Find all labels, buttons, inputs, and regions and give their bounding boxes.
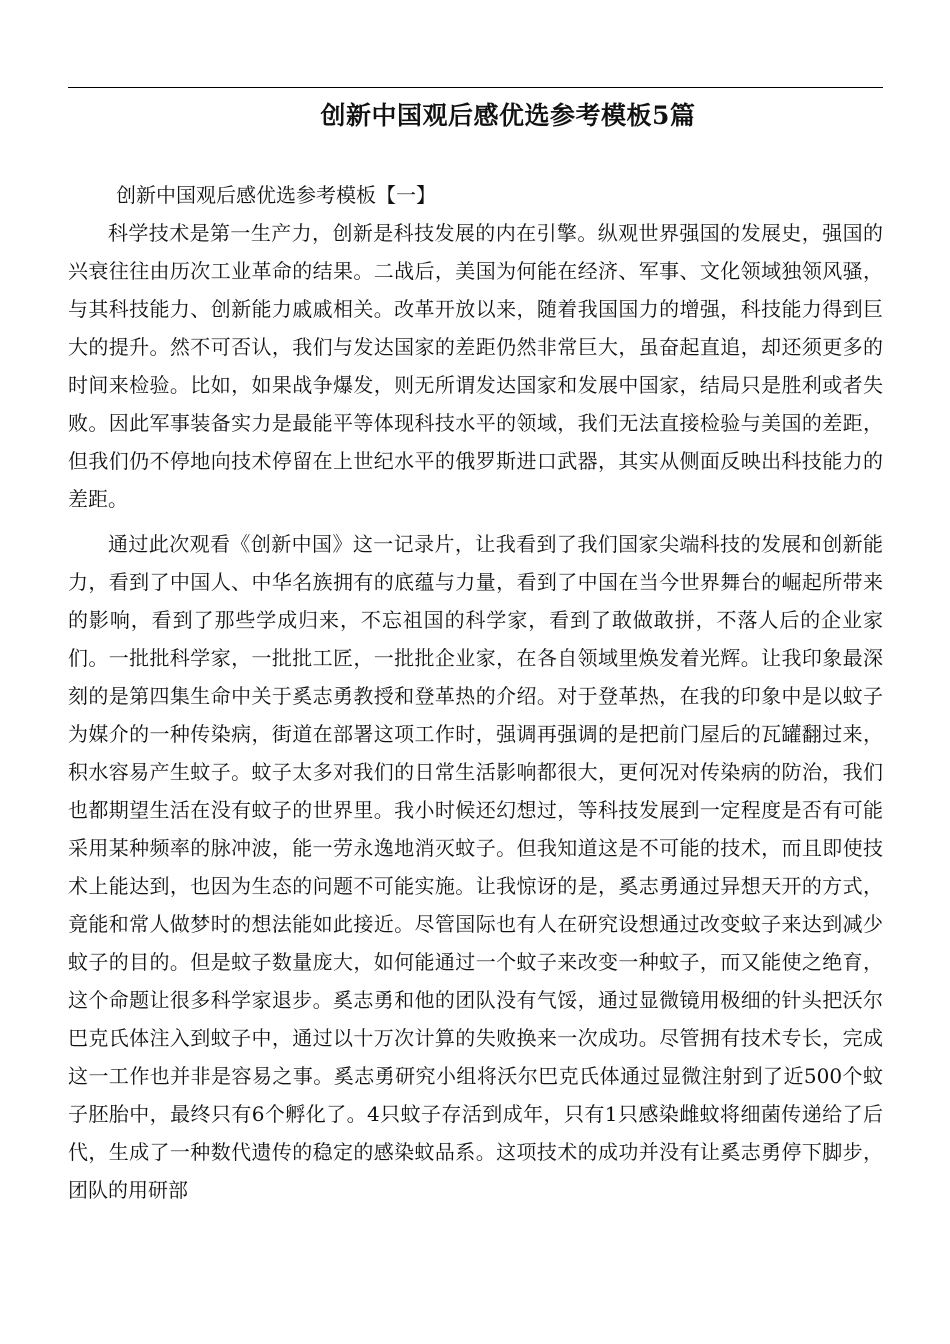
paragraph: 通过此次观看《创新中国》这一记录片，让我看到了我们国家尖端科技的发展和创新能力，看到了中国人、中华名族拥有的底蕴与力量，看到了中国在当今世界舞台的崛起所带来的影响，看到了那些学成归来，不忘祖国的科学家，看到了敢做敢拼，不落人后的企业家们。一批批科学家，一批批工匠，一批批企业家，在各自领域里焕发着光辉。让我印象最深刻的是第四集生命中关于奚志勇教授和登革热的介绍。对于登革热，在我的印象中是以蚊子为媒介的一种传染病，街道在部署这项工作时，强调再强调的是把前门屋后的瓦罐翻过来，积水容易产生蚊子。蚊子太多对我们的日常生活影响都很大，更何况对传染病的防治，我们也都期望生活在没有蚊子的世界里。我小时候还幻想过，等科技发展到一定程度是否有可能采用某种频率的脉冲波，能一劳永逸地消灭蚊子。但我知道这是不可能的技术，而且即使技术上能达到，也因为生态的问题不可能实施。让我惊讶的是，奚志勇通过异想天开的方式，竟能和常人做梦时的想法能如此接近。尽管国际也有人在研究设想通过改变蚊子来达到减少蚊子的目的。但是蚊子数量庞大，如何能通过一个蚊子来改变一种蚊子，而又能使之绝育，这个命题让很多科学家退步。奚志勇和他的团队没有气馁，通过显微镜用极细的针头把沃尔巴克氏体注入到蚊子中，通过以十万次计算的失败换来一次成功。尽管拥有技术专长，完成这一工作也并非是容易之事。奚志勇研究小组将沃尔巴克氏体通过显微注射到了近500个蚊子胚胎中，最终只有6个孵化了。4只蚊子存活到成年，只有1只感染雌蚊将细菌传递给了后代，生成了一种数代遗传的稳定的感染蚊品系。这项技术的成功并没有让奚志勇停下脚步，团队的用研部 <box>68 532 883 1202</box>
paragraph: 科学技术是第一生产力，创新是科技发展的内在引擎。纵观世界强国的发展史，强国的兴衰往往由历次工业革命的结果。二战后，美国为何能在经济、军事、文化领域独领风骚，与其科技能力、创新能力戚戚相关。改革开放以来，随着我国国力的增强，科技能力得到巨大的提升。然不可否认，我们与发达国家的差距仍然非常巨大，虽奋起直追，却还须更多的时间来检验。比如，如果战争爆发，则无所谓发达国家和发展中国家，结局只是胜利或者失败。因此军事装备实力是最能平等体现科技水平的领域，我们无法直接检验与美国的差距，但我们仍不停地向技术停留在上世纪水平的俄罗斯进口武器，其实从侧面反映出科技能力的差距。 <box>68 221 883 511</box>
document-body <box>68 176 883 1209</box>
section-heading: 创新中国观后感优选参考模板【一】 <box>116 183 436 207</box>
document-title: 创新中国观后感优选参考模板5篇 <box>320 101 696 130</box>
header-rule <box>68 87 883 88</box>
